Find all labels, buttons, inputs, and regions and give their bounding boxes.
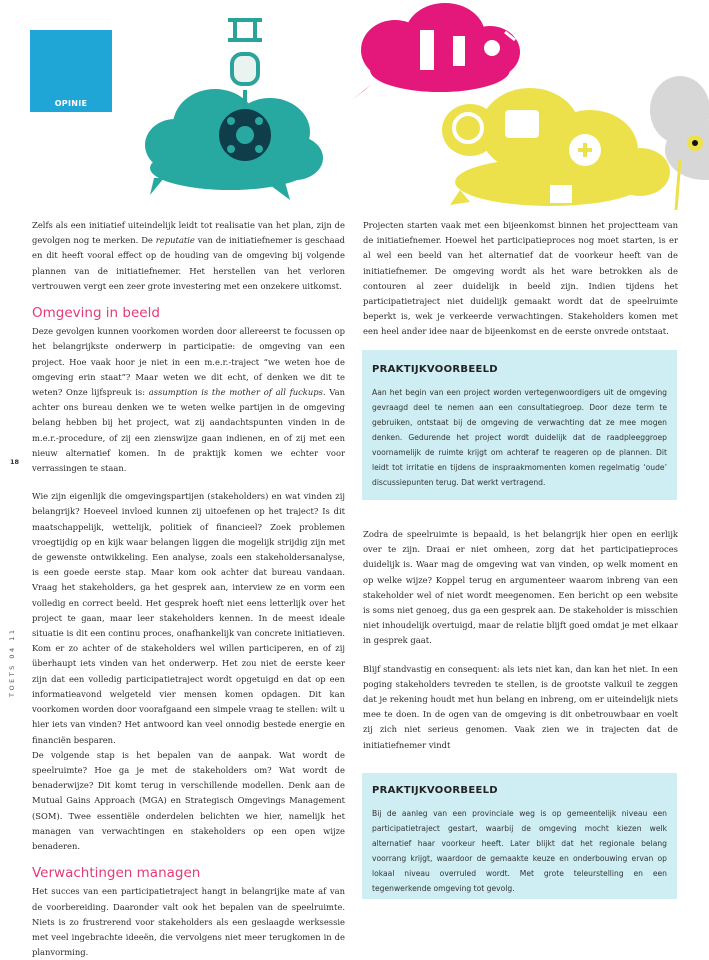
section-label: OPINIE (54, 99, 88, 108)
box-text: Aan het begin van een project worden vertegenwoordigers uit de omgeving gevraagd deel te nemen aan een consultatiegroep. Door deze term te gebruiken, ontstaat bij de omgeving de verwachting dat ze mee mogen denken. Gedurende het project wordt duidelijk dat de raadpleeggroep voornamelijk de ruimte krijgt om achteraf te reageren op de plannen. Dit leidt tot irritatie en tijdens de inspraakmomenten komen regelmatig ‘oude’ discussiepunten terug. Dat werkt vertragend. (372, 388, 667, 487)
paragraph: De volgende stap is het bepalen van de aanpak. Wat wordt de speelruimte? Hoe ga je met de stakeholders om? Wat wordt de benaderwijze? Dit komt terug in verschillende modellen. Denk aan de Mutual Gains Approach (MGA) en Strategisch Omgevings Management (SOM). Twee essentiële onderdelen belichten we hier, namelijk het managen van verwachtingen en stakeholders op een open wijze benaderen. (32, 749, 345, 851)
magazine-issue-wrap (8, 627, 20, 697)
speech-clouds-illustration (120, 0, 709, 215)
paragraph: Blijf standvastig en consequent: als iets niet kan, dan kan het niet. In een poging stakeholders tevreden te stellen, is de grootste valkuil te zeggen dat je rekening houdt met hun belang en inbreng, om er uiteindelijk niets mee te doen. In de ogen van de omgeving is dit onbetrouwbaar en voelt zij zich niet serieus genomen. Vaak zien we in trajecten dat de initiatiefnemer vindt (363, 663, 678, 750)
magazine-issue: TOETS 04 11 (8, 627, 16, 697)
paragraph: Wie zijn eigenlijk die omgevingspartijen (stakeholders) en wat vinden zij belangrijk? Hoeveel invloed kunnen zij uitoefenen op het traject? Is dit maatschappelijk, wettelijk, politiek of financieel? Zoek problemen vroegtijdig op en kijk waar belangen liggen die mogelijk strijdig zijn met de gewenste ontwikkeling. Een analyse, zoals een stakeholdersanalyse, is een goede eerste stap. Maar kom ook achter dat bureau vandaan. Vraag het stakeholders, ga het gesprek aan, interview ze en vorm een volledig en correct beeld. Het gesprek hoeft niet eens letterlijk over het project te gaan, maar leer stakeholders kennen. In de meest ideale situatie is dit een continu proces, onafhankelijk van concrete initiatieven. Kom er zo achter of de stakeholders wel willen participeren, en of zij überhaupt iets vinden van het onderwerp. Het zou niet de eerste keer zijn dat een volledig participatietraject wordt opgetuigd en dat op een informatieavond welgeteld vier mensen komen opdagen. Dit kan voorkomen worden door voorafgaand een simpele vraag te stellen: wilt u hier iets van vinden? Het antwoord kan veel onnodig bestede energie en financiën besparen. (32, 491, 345, 745)
paragraph: Het succes van een participatietraject hangt in belangrijke mate af van de voorbereiding. Daaronder valt ook het bepalen van de speelruimte. Niets is zo frustrerend voor stakeholders als een geslaagde werksessie met veel ingebrachte ideeën, die vervolgens niet meer terugkomen in de planvorming. (32, 886, 345, 958)
case-example-box (362, 350, 677, 500)
section-heading: Omgeving in beeld (32, 305, 160, 322)
paragraph: Zodra de speelruimte is bepaald, is het belangrijk hier open en eerlijk over te zijn. Draai er niet omheen, zorg dat het participatieproces duidelijk is. Waar mag de omgeving wat van vinden, op welk moment en op welke wijze? Koppel terug en argumenteer waarom inbreng van een stakeholder wel of niet wordt meegenomen. Een bericht op een website is soms niet genoeg, dus ga een gesprek aan. De stakeholder is misschien niet inhoudelijk overtuigd, maar de relatie blijft goed omdat je met elkaar in gesprek gaat. (363, 529, 678, 646)
box-title: PRAKTIJKVOORBEELD (372, 364, 498, 375)
left-column (32, 218, 345, 960)
page-number: 18 (10, 458, 20, 466)
box-title: PRAKTIJKVOORBEELD (372, 785, 498, 796)
section-heading: Verwachtingen managen (32, 865, 201, 882)
case-example-box (362, 773, 677, 899)
section-badge (30, 30, 112, 112)
box-text: Bij de aanleg van een provinciale weg is op gemeentelijk niveau een participatietraject gestart, waarbij de omgeving mocht kiezen welk alternatief haar voorkeur heeft. Later blijkt dat het regionale belang voorrang krijgt, waardoor de gemaakte keuze en onderbouwing ervan op lokaal niveau overruled wordt. Met grote teleurstelling en een tegenwerkende omgeving tot gevolg. (372, 809, 667, 893)
yellow-dot-icon (687, 135, 703, 151)
right-column (363, 218, 678, 340)
gear-icon (219, 109, 271, 161)
paragraph: Deze gevolgen kunnen voorkomen worden door allereerst te focussen op het belangrijkste onderwerp in participatie: de omgeving van een project. Hoe vaak hoor je niet in een m.e.r.-traject “we weten hoe de omgeving erin staat”? Maar weten we dit echt, of denken we dit te weten? Onze lijfspreuk is: assumption is the mother of all fuckups. Van achter ons bureau denken we te weten welke partijen in de omgeving belang hebben bij het project, wat zij aandachtspunten vinden in de m.e.r.-procedure, of zij een zienswijze gaan indienen, en of zij met een nieuw alternatief komen. In de praktijk komen we echter voor verrassingen te staan. (32, 326, 345, 474)
right-column-continued (363, 527, 678, 753)
paragraph: Projecten starten vaak met een bijeenkomst binnen het projectteam van de initiatiefnemer. Hoewel het participatieproces nog moet starten, is er al wel een beeld van het alternatief dat de voorkeur heeft van de initiatiefnemer. De omgeving wordt als het ware betrokken als de contouren al zeer duidelijk in beeld zijn. Indien tijdens het participatietraject niet duidelijk gemaakt wordt dat de speelruimte beperkt is, wek je verkeerde verwachtingen. Stakeholders komen met een heel ander idee naar de bijeenkomst en de eerste onvrede ontstaat. (363, 220, 678, 337)
paragraph: Zelfs als een initiatief uiteindelijk leidt tot realisatie van het plan, zijn de gevolgen nog te merken. De reputatie van de initiatiefnemer is geschaad en dit heeft vooral effect op de houding van de omgeving bij volgende plannen van de initiatiefnemer. Het herstellen van het verloren vertrouwen vergt een zeer grote investering met een onzekere uitkomst. (32, 220, 345, 291)
